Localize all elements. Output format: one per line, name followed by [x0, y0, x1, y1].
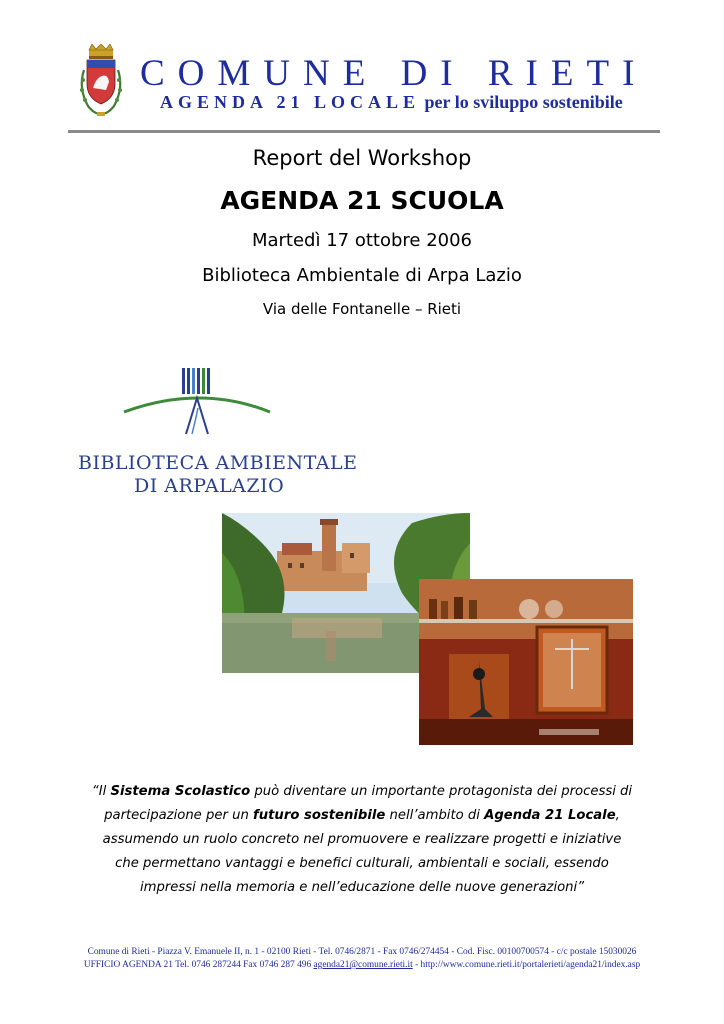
quote-block [90, 780, 634, 900]
footer-email-link[interactable]: agenda21@comune.rieti.it [313, 960, 413, 970]
event-date: Martedì 17 ottobre 2006 [251, 230, 473, 251]
header-divider [68, 130, 660, 133]
venue-name: Biblioteca Ambientale di Arpa Lazio [202, 265, 522, 286]
coat-of-arms-icon [76, 44, 126, 120]
quote-text-1: può diventare un importante protagonista dei processi di partecipazione per un [104, 784, 633, 823]
footer-website[interactable]: - http://www.comune.rieti.it/portalerieti/agenda21/index.asp [412, 960, 641, 970]
quote-text-2: nell’ambito di [385, 808, 485, 823]
report-label: Report del Workshop [252, 146, 472, 170]
municipality-title: COMUNE DI RIETI [140, 53, 648, 94]
footer [40, 946, 684, 972]
library-logo-line1: BIBLIOTECA AMBIENTALE [78, 452, 358, 474]
agenda-subtitle-spaced: AGENDA 21 LOCALE [160, 92, 421, 112]
footer-office-contacts: UFFICIO AGENDA 21 Tel. 0746 287244 Fax 0746 287 496 [83, 960, 314, 970]
footer-office-line [40, 959, 684, 972]
agenda-subtitle [160, 92, 623, 113]
footer-address-line: Comune di Rieti - Piazza V. Emanuele II, n. 1 - 02100 Rieti - Tel. 0746/2871 - Fax 0746/274454 - Cod. Fisc. 00100700574 - c/c postale 15030026 [87, 947, 637, 957]
quote-open: “Il [91, 784, 111, 799]
quote-text-3: , assumendo un ruolo concreto nel promuovere e realizzare progetti e iniziative che permettano vantaggi e benefici culturali, ambientali e sociali, essendo impressi nella memoria e nell’educazione delle nuove generazioni” [102, 808, 622, 895]
agenda-subtitle-rest: per lo sviluppo sostenibile [420, 92, 623, 112]
workshop-title: AGENDA 21 SCUOLA [220, 186, 504, 215]
quote-term-agenda-21-locale: Agenda 21 Locale [484, 808, 616, 823]
library-logo-line2: DI ARPALAZIO [134, 475, 285, 497]
quote-term-sistema-scolastico: Sistema Scolastico [110, 784, 251, 799]
scientific-instruments-photo [419, 579, 633, 745]
venue-address: Via delle Fontanelle – Rieti [262, 300, 462, 318]
library-books-arch-icon [120, 364, 280, 440]
quote-term-futuro-sostenibile: futuro sostenibile [253, 808, 386, 823]
